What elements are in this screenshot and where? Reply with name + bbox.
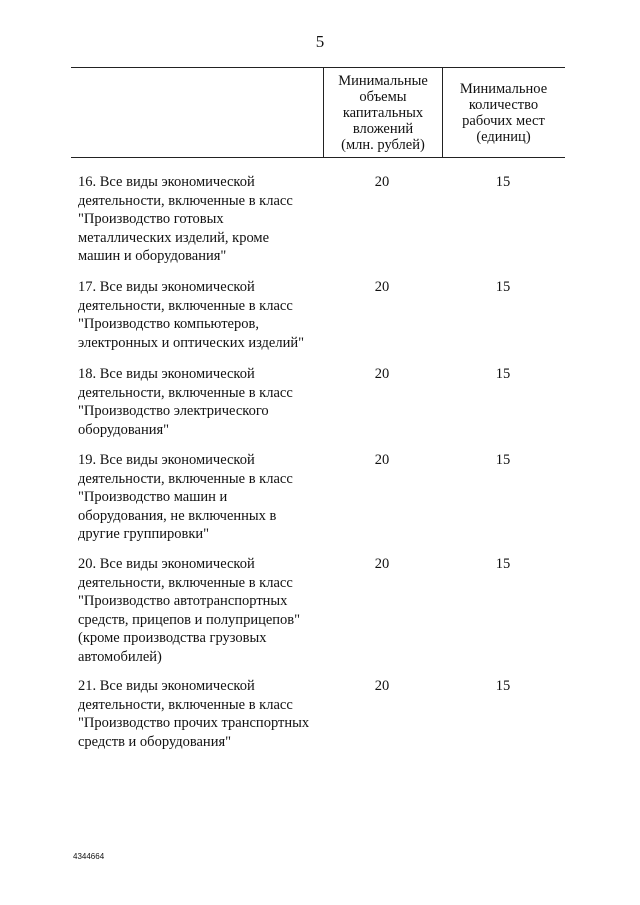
activity-cell: 20. Все виды экономической деятельности, включенные в класс "Производство автотранспортных средств, прицепов и полуприцепов" (кроме производства грузовых автомобилей) — [78, 556, 301, 665]
jobs-cell: 15 — [495, 366, 511, 382]
investment-cell: 20 — [374, 556, 390, 572]
activity-cell: 18. Все виды экономической деятельности, включенные в класс "Производство электрического оборудования" — [78, 366, 293, 438]
jobs-cell: 15 — [495, 452, 511, 468]
jobs-cell: 15 — [495, 174, 511, 190]
activity-cell: 19. Все виды экономической деятельности, включенные в класс "Производство машин и оборудования, не включенных в другие группировки" — [78, 452, 293, 542]
header-min-investment: Минимальные объемы капитальных вложений (млн. рублей) — [323, 68, 443, 157]
activity-cell: 17. Все виды экономической деятельности, включенные в класс "Производство компьютеров, электронных и оптических изделий" — [78, 279, 305, 351]
investment-cell: 20 — [374, 452, 390, 468]
activity-cell: 16. Все виды экономической деятельности, включенные в класс "Производство готовых металлических изделий, кроме машин и оборудования" — [78, 174, 293, 264]
investment-cell: 20 — [374, 174, 390, 190]
investment-cell: 20 — [374, 366, 390, 382]
header-min-jobs: Минимальное количество рабочих мест (единиц) — [459, 80, 548, 145]
activity-cell: 21. Все виды экономической деятельности, включенные в класс "Производство прочих транспортных средств и оборудования" — [78, 678, 310, 750]
table-header — [71, 67, 565, 158]
jobs-cell: 15 — [495, 556, 511, 572]
jobs-cell: 15 — [495, 678, 511, 694]
investment-cell: 20 — [374, 279, 390, 295]
document-code: 4344664 — [73, 852, 105, 861]
jobs-cell: 15 — [495, 279, 511, 295]
investment-cell: 20 — [374, 678, 390, 694]
page-number: 5 — [315, 32, 325, 51]
